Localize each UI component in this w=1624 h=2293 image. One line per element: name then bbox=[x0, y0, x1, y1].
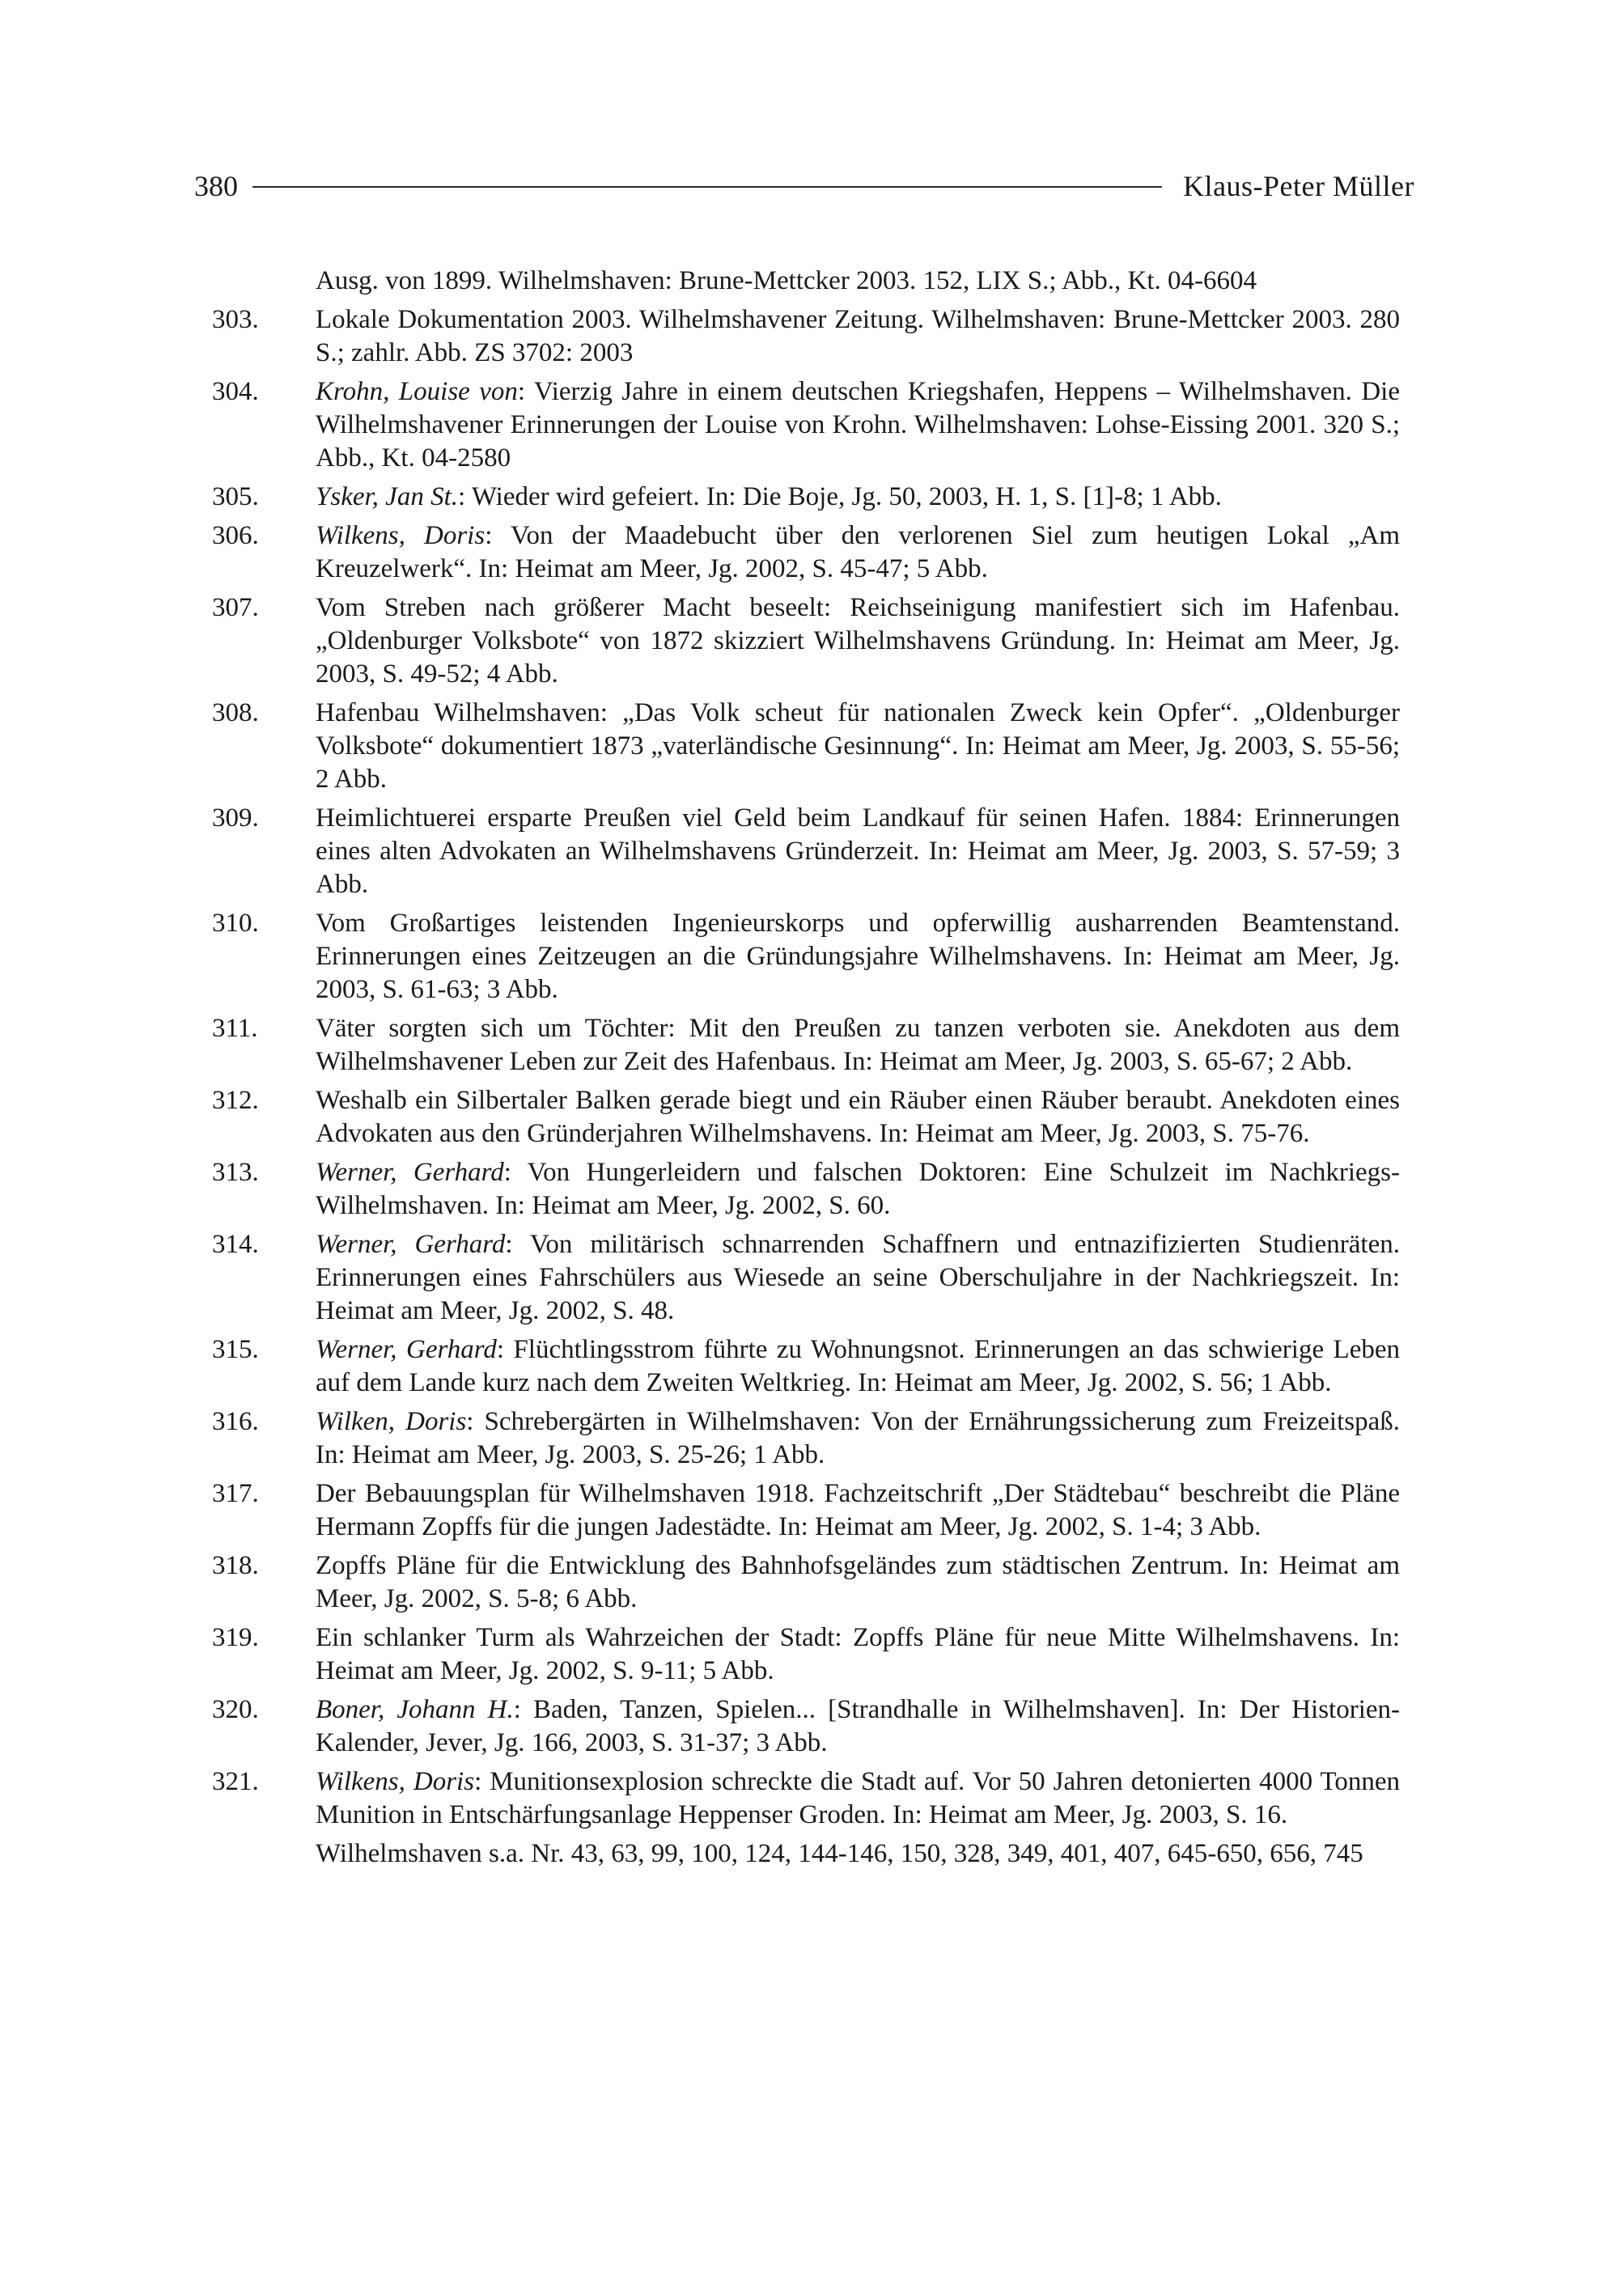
entry-number: 305. bbox=[212, 482, 259, 511]
bibliography-entry bbox=[212, 1012, 1400, 1079]
entry-number: 303. bbox=[212, 305, 259, 334]
entry-number: 315. bbox=[212, 1335, 259, 1364]
entry-text: Lokale Dokumentation 2003. Wilhelmshavener Zeitung. Wilhelmshaven: Brune-Mettcker 2003. 280 S.; zahlr. Abb. ZS 3702: 2003 bbox=[316, 305, 1400, 367]
page-number: 380 bbox=[194, 170, 238, 202]
entry-text: Zopffs Pläne für die Entwicklung des Bahnhofsgeländes zum städtischen Zentrum. In: Heimat am Meer, Jg. 2002, S. 5-8; 6 Abb. bbox=[316, 1551, 1400, 1613]
bibliography-entry bbox=[212, 1405, 1400, 1472]
entry-body bbox=[316, 481, 1400, 514]
entry-number: 320. bbox=[212, 1695, 259, 1724]
bibliography-entry bbox=[212, 303, 1400, 370]
entry-text: Heimlichtuerei ersparte Preußen viel Geld beim Landkauf für seinen Hafen. 1884: Erinnerungen eines alten Advokaten an Wilhelmshavens Gründerzeit. In: Heimat am Meer, Jg. 2003, S. 57-59; 3 Abb. bbox=[316, 803, 1400, 899]
entry-author: Wilkens, Doris bbox=[316, 1767, 475, 1796]
entry-number: 319. bbox=[212, 1623, 259, 1652]
entry-number: 311. bbox=[212, 1014, 258, 1043]
entry-body bbox=[316, 1405, 1400, 1472]
entry-number: 312. bbox=[212, 1086, 259, 1115]
bibliography-entry bbox=[212, 1693, 1400, 1760]
entry-number: 318. bbox=[212, 1551, 259, 1580]
page-header bbox=[194, 166, 1414, 206]
bibliography-entry bbox=[212, 1477, 1400, 1544]
bibliography-entry bbox=[212, 1156, 1400, 1223]
entry-body bbox=[316, 802, 1400, 901]
entry-body bbox=[316, 1693, 1400, 1760]
entry-body bbox=[316, 1765, 1400, 1832]
entry-number: 313. bbox=[212, 1158, 259, 1187]
bibliography-entry bbox=[212, 802, 1400, 901]
entry-body bbox=[316, 1477, 1400, 1544]
entry-text: : Wieder wird gefeiert. In: Die Boje, Jg. 50, 2003, H. 1, S. [1]-8; 1 Abb. bbox=[458, 482, 1222, 511]
entry-text: : Flüchtlingsstrom führte zu Wohnungsnot. Erinnerungen an das schwierige Leben auf dem Lande kurz nach dem Zweiten Weltkrieg. In: Heimat am Meer, Jg. 2002, S. 56; 1 Abb. bbox=[316, 1335, 1400, 1397]
entry-author: Krohn, Louise von bbox=[316, 377, 518, 406]
entry-number: 307. bbox=[212, 593, 259, 622]
entry-text: : Von militärisch schnarrenden Schaffnern und entnazifizierten Studienräten. Erinnerungen eines Fahrschülers aus Wiesede an seine Oberschuljahre in der Nachkriegszeit. In: Heimat am Meer, Jg. 2002, S. 48. bbox=[316, 1230, 1400, 1325]
entry-author: Boner, Johann H. bbox=[316, 1695, 514, 1724]
bibliography-entry bbox=[212, 1549, 1400, 1616]
entry-text: : Vierzig Jahre in einem deutschen Kriegshafen, Heppens – Wilhelmshaven. Die Wilhelmshavener Erinnerungen der Louise von Krohn. Wilhelmshaven: Lohse-Eissing 2001. 320 S.; Abb., Kt. 04-2580 bbox=[316, 377, 1400, 473]
bibliography-entry bbox=[212, 1621, 1400, 1688]
entry-body bbox=[316, 303, 1400, 370]
entries-container bbox=[212, 303, 1400, 1832]
entry-body bbox=[316, 519, 1400, 586]
entry-text: : Schrebergärten in Wilhelmshaven: Von der Ernährungssicherung zum Freizeitspaß. In: Heimat am Meer, Jg. 2003, S. 25-26; 1 Abb. bbox=[316, 1407, 1400, 1469]
bibliography-entry-continuation bbox=[212, 265, 1400, 298]
entry-text: Vom Großartiges leistenden Ingenieurskorps und opferwillig ausharrenden Beamtenstand. Erinnerungen eines Zeitzeugen an die Gründungsjahre Wilhelmshavens. In: Heimat am Meer, Jg. 2003, S. 61-63; 3 Abb. bbox=[316, 909, 1400, 1004]
entry-text: Der Bebauungsplan für Wilhelmshaven 1918. Fachzeitschrift „Der Städtebau“ beschreibt die Pläne Hermann Zopffs für die jungen Jadestädte. In: Heimat am Meer, Jg. 2002, S. 1-4; 3 Abb. bbox=[316, 1479, 1400, 1541]
entry-body bbox=[316, 1156, 1400, 1223]
entry-body bbox=[316, 591, 1400, 691]
entry-number: 308. bbox=[212, 698, 259, 727]
cross-reference-text: Wilhelmshaven s.a. Nr. 43, 63, 99, 100, 124, 144-146, 150, 328, 349, 401, 407, 645-650, 656, 745 bbox=[316, 1839, 1363, 1868]
entry-body bbox=[316, 697, 1400, 796]
entry-body bbox=[316, 1012, 1400, 1079]
bibliography-entry bbox=[212, 591, 1400, 691]
entry-body bbox=[316, 1333, 1400, 1400]
entry-body bbox=[316, 1228, 1400, 1328]
entry-text: Ausg. von 1899. Wilhelmshaven: Brune-Mettcker 2003. 152, LIX S.; Abb., Kt. 04-6604 bbox=[316, 266, 1257, 295]
entry-text: : Munitionsexplosion schreckte die Stadt auf. Vor 50 Jahren detonierten 4000 Tonnen Munition in Entschärfungsanlage Heppenser Groden. In: Heimat am Meer, Jg. 2003, S. 16. bbox=[316, 1767, 1401, 1829]
entry-number: 321. bbox=[212, 1767, 259, 1796]
bibliography-entry bbox=[212, 1333, 1400, 1400]
entry-author: Wilkens, Doris bbox=[316, 521, 486, 550]
entry-author: Wilken, Doris bbox=[316, 1407, 467, 1436]
bibliography-entry bbox=[212, 1084, 1400, 1151]
cross-reference bbox=[212, 1837, 1400, 1871]
entry-number: 304. bbox=[212, 377, 259, 406]
entry-body bbox=[316, 1549, 1400, 1616]
bibliography-list bbox=[212, 265, 1400, 1876]
entry-text: : Von der Maadebucht über den verlorenen Siel zum heutigen Lokal „Am Kreuzelwerk“. In: Heimat am Meer, Jg. 2002, S. 45-47; 5 Abb. bbox=[316, 521, 1400, 583]
entry-text: Ein schlanker Turm als Wahrzeichen der Stadt: Zopffs Pläne für neue Mitte Wilhelmshavens. In: Heimat am Meer, Jg. 2002, S. 9-11; 5 Abb. bbox=[316, 1623, 1400, 1685]
entry-body bbox=[316, 375, 1400, 475]
entry-author: Ysker, Jan St. bbox=[316, 482, 458, 511]
bibliography-entry bbox=[212, 1228, 1400, 1328]
entry-body bbox=[316, 1621, 1400, 1688]
entry-text: : Von Hungerleidern und falschen Doktoren: Eine Schulzeit im Nachkriegs-Wilhelmshaven. In: Heimat am Meer, Jg. 2002, S. 60. bbox=[316, 1158, 1400, 1220]
bibliography-entry bbox=[212, 375, 1400, 475]
entry-number: 317. bbox=[212, 1479, 259, 1508]
entry-text: Vom Streben nach größerer Macht beseelt: Reichseinigung manifestiert sich im Hafenbau. „Oldenburger Volksbote“ von 1872 skizziert Wilhelmshavens Gründung. In: Heimat am Meer, Jg. 2003, S. 49-52; 4 Abb. bbox=[316, 593, 1400, 689]
entry-body bbox=[316, 907, 1400, 1007]
entry-author: Werner, Gerhard bbox=[316, 1158, 504, 1187]
entry-author: Werner, Gerhard bbox=[316, 1230, 506, 1259]
bibliography-entry bbox=[212, 907, 1400, 1007]
bibliography-entry bbox=[212, 481, 1400, 514]
bibliography-entry bbox=[212, 519, 1400, 586]
entry-text: Weshalb ein Silbertaler Balken gerade biegt und ein Räuber einen Räuber beraubt. Anekdoten eines Advokaten aus den Gründerjahren Wilhelmshavens. In: Heimat am Meer, Jg. 2003, S. 75-76. bbox=[316, 1086, 1400, 1148]
entry-text: Väter sorgten sich um Töchter: Mit den Preußen zu tanzen verboten sie. Anekdoten aus dem Wilhelmshavener Leben zur Zeit des Hafenbaus. In: Heimat am Meer, Jg. 2003, S. 65-67; 2 Abb. bbox=[316, 1014, 1400, 1076]
header-rule bbox=[252, 186, 1162, 188]
entry-text: : Baden, Tanzen, Spielen... [Strandhalle in Wilhelmshaven]. In: Der Historien-Kalender, Jever, Jg. 166, 2003, S. 31-37; 3 Abb. bbox=[316, 1695, 1401, 1757]
running-head: Klaus-Peter Müller bbox=[1183, 170, 1414, 202]
entry-number: 310. bbox=[212, 909, 259, 938]
entry-number: 316. bbox=[212, 1407, 259, 1436]
entry-number: 306. bbox=[212, 521, 259, 550]
entry-number: 314. bbox=[212, 1230, 259, 1259]
entry-body bbox=[316, 1084, 1400, 1151]
bibliography-entry bbox=[212, 697, 1400, 796]
entry-text: Hafenbau Wilhelmshaven: „Das Volk scheut für nationalen Zweck kein Opfer“. „Oldenburger Volksbote“ dokumentiert 1873 „vaterländische Gesinnung“. In: Heimat am Meer, Jg. 2003, S. 55-56; 2 Abb. bbox=[316, 698, 1400, 794]
entry-author: Werner, Gerhard bbox=[316, 1335, 497, 1364]
bibliography-entry bbox=[212, 1765, 1400, 1832]
entry-number: 309. bbox=[212, 803, 259, 833]
